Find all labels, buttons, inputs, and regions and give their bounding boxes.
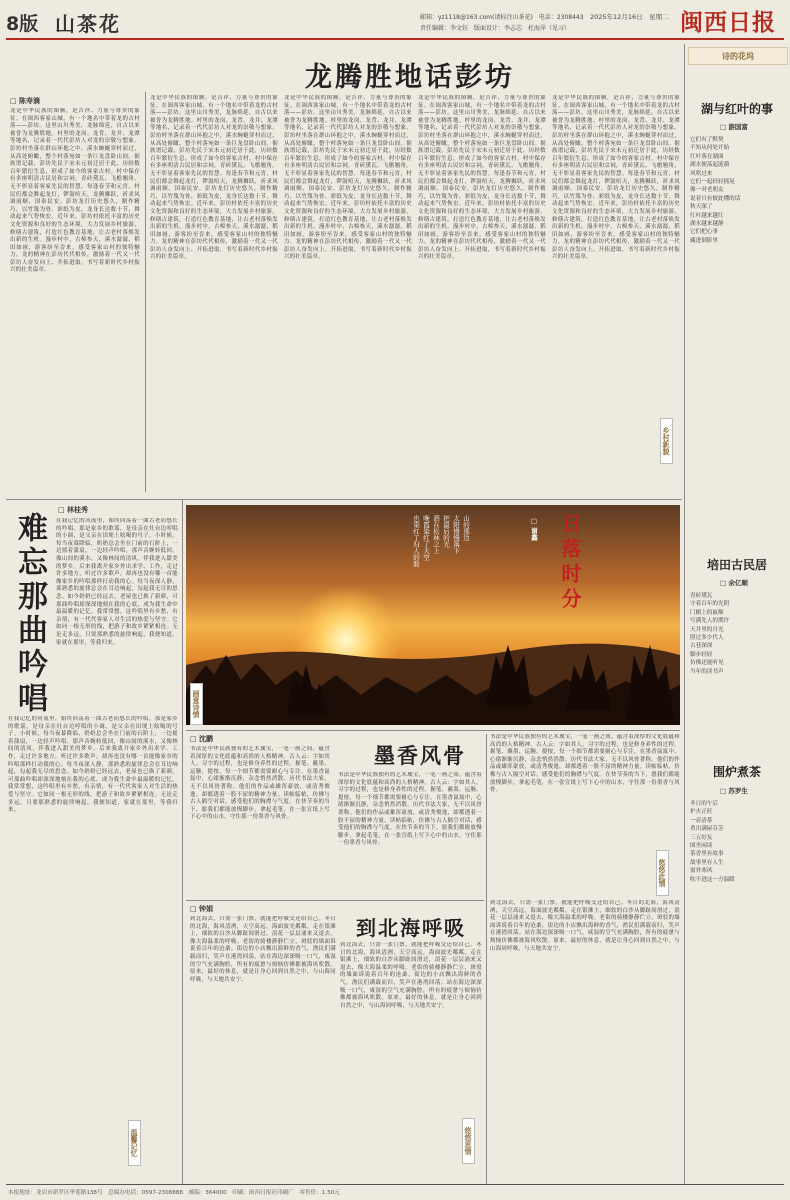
poem-title-1: 湖与红叶的事 bbox=[700, 102, 773, 116]
article-body-beihai-col2: 到北海去，只需一张门票，就能把呼吸交还给自己。冬日的北海，海风清冽，天空高远，海面波光粼粼。走在银滩上，细软的白沙从脚趾间滑过，浪花一层层涌来又退去，像大海温柔的呼吸。老街的骑楼静静伫立，斑驳的墙面诉说着百年的沧桑。街边的小店飘出海鲜的香气，渔民们满载而归，笑声在港湾回荡。站在海边深深吸一口气，咸湿的空气充满胸腔，所有的疲惫与烦恼仿佛都被海风吹散。原来，最好的休息，就是让身心回到自然之中，与山海同呼吸，与天地共安宁。 bbox=[340, 942, 482, 1009]
article-body-col1: 龙是中华民族的图腾，是吉祥、力量与尊贵的象征。在闽西客家山城，有一个地名中带着龙的古村落——彭坊。这里山川秀美，龙脉绵延，自古以来被誉为龙腾胜地。村里的龙岗、龙背、龙井、龙潭等地名，记录着一代代彭坊人对龙的崇敬与想象。彭坊村坐落在群山环抱之中，溪水蜿蜒穿村而过，从高处俯瞰，整个村落宛如一条巨龙盘卧山间。据族谱记载，彭坊先民于宋末元初迁居于此，历经数百年繁衍生息，形成了如今的客家古村。村中保存有多座明清古民居和宗祠，青砖黛瓦、飞檐翘角，无不彰显着客家先民的智慧。每逢春节和元宵，村民们都会舞起龙灯，锣鼓喧天，龙腾狮跃，祈求风调雨顺、国泰民安。彭坊龙灯历史悠久，制作精巧，以竹篾为骨、彩纸为皮，龙身长达数十节，舞动起来气势恢宏。近年来，彭坊村依托丰富的历史文化资源和良好的生态环境，大力发展乡村旅游，修缮古建筑，打造红色教育基地，让古老村落焕发出新的生机。漫步村中，古樟参天，溪水潺潺，稻田如画，游客纷至沓来，感受客家山村的独特魅力。龙的精神在彭坊代代相传，激励着一代又一代彭坊人奋发向上、开拓进取，书写着新时代乡村振兴的壮美篇章。 bbox=[10, 108, 140, 274]
poem-author-1: □ 游国富 bbox=[720, 123, 748, 131]
article-body-beihai-col3: 到北海去，只需一张门票，就能把呼吸交还给自己。冬日的北海，海风清冽，天空高远，海面波光粼粼。走在银滩上，细软的白沙从脚趾间滑过，浪花一层层涌来又退去，像大海温柔的呼吸。老街的骑楼静静伫立，斑驳的墙面诉说着百年的沧桑。街边的小店飘出海鲜的香气，渔民们满载而归，笑声在港湾回荡。站在海边深深吸一口气，咸湿的空气充满胸腔，所有的疲惫与烦恼仿佛都被海风吹散。原来，最好的休息，就是让身心回到自然之中，与山海同呼吸，与天地共安宁。 bbox=[490, 900, 680, 952]
poem-title-2: 培田古民居 bbox=[706, 558, 767, 572]
sunset-photo bbox=[186, 505, 680, 725]
article-body-col4: 龙是中华民族的图腾，是吉祥、力量与尊贵的象征。在闽西客家山城，有一个地名中带着龙的古村落——彭坊。这里山川秀美，龙脉绵延，自古以来被誉为龙腾胜地。村里的龙岗、龙背、龙井、龙潭等地名，记录着一代代彭坊人对龙的崇敬与想象。彭坊村坐落在群山环抱之中，溪水蜿蜒穿村而过，从高处俯瞰，整个村落宛如一条巨龙盘卧山间。据族谱记载，彭坊先民于宋末元初迁居于此，历经数百年繁衍生息，形成了如今的客家古村。村中保存有多座明清古民居和宗祠，青砖黛瓦、飞檐翘角，无不彰显着客家先民的智慧。每逢春节和元宵，村民们都会舞起龙灯，锣鼓喧天，龙腾狮跃，祈求风调雨顺、国泰民安。彭坊龙灯历史悠久，制作精巧，以竹篾为骨、彩纸为皮，龙身长达数十节，舞动起来气势恢宏。近年来，彭坊村依托丰富的历史文化资源和良好的生态环境，大力发展乡村旅游，修缮古建筑，打造红色教育基地，让古老村落焕发出新的生机。漫步村中，古樟参天，溪水潺潺，稻田如画，游客纷至沓来，感受客家山村的独特魅力。龙的精神在彭坊代代相传，激励着一代又一代彭坊人奋发向上、开拓进取，书写着新时代乡村振兴的壮美篇章。 bbox=[418, 95, 546, 261]
column-divider bbox=[486, 734, 487, 1184]
section-rule-3 bbox=[186, 900, 484, 901]
poem-line: 窗外寒风 bbox=[690, 868, 713, 875]
poem-line: 茶香里有故事 bbox=[690, 851, 724, 858]
poem-line: 红叶落在湖面 bbox=[690, 153, 724, 160]
poem-line: 风吹过来 bbox=[690, 170, 713, 177]
article-body-beihai-col1: 到北海去，只需一张门票，就能把呼吸交还给自己。冬日的北海，海风清冽，天空高远，海面波光粼粼。走在银滩上，细软的白沙从脚趾间滑过，浪花一层层涌来又退去，像大海温柔的呼吸。老街的骑楼静静伫立，斑驳的墙面诉说着百年的沧桑。街边的小店飘出海鲜的香气，渔民们满载而归，笑声在港湾回荡。站在海边深深吸一口气，咸湿的空气充满胸腔，所有的疲惫与烦恼仿佛都被海风吹散。原来，最好的休息，就是让身心回到自然之中，与山海同呼吸，与天地共安宁。 bbox=[190, 916, 336, 983]
caption-line: 晚霞染红了天空 bbox=[422, 515, 430, 561]
photo-caption bbox=[411, 515, 471, 625]
badge-longing: 悠悠思情 bbox=[462, 1118, 475, 1164]
poem-line: 仿佛还能听见 bbox=[690, 660, 724, 667]
poem-line: 冬日的午后 bbox=[690, 801, 718, 807]
poem-line: 守着百年的光阴 bbox=[690, 601, 730, 608]
masthead bbox=[0, 0, 790, 44]
poem-line: 故事里有人生 bbox=[690, 859, 724, 866]
poem-line: 照过多少代人 bbox=[690, 635, 724, 642]
section-rule-2 bbox=[186, 730, 680, 731]
article-body-song-cont: 在我记忆的河流里，始终回荡着一曲古老而悠长的吟唱。那是家乡的歌谣，是母亲在灶台边哼唱的小调，是父亲在田埂上吆喝的号子。小时候，每当夜幕降临，奶奶总会坐在门前的石阶上，一边摇着蒲扇，一边轻声吟唱。那声音婉转低回，像山间的溪水，又像林间的清风，伴我进入甜美的梦乡。后来我离开家乡外出求学、工作，走过许多地方，听过许多歌声，却再也没有哪一首能像家乡的吟唱那样打动我的心。每当夜深人静，那熟悉的旋律总会在耳边响起，勾起我无尽的思念。如今奶奶已经远去，老屋也已换了新颜，可那曲吟唱却深深地刻在我的心底，成为我生命中最温暖的记忆。我常常想，这吟唱里有乡愁，有亲情，有一代代客家人对生活的热爱与坚守。它如同一根无形的线，把游子和故乡紧紧相连。无论走多远，只要那熟悉的旋律响起，我便知道，家就在那里，等我归来。 bbox=[8, 716, 178, 814]
poem-line: 说着只有彼此懂的话 bbox=[690, 195, 741, 202]
article-author: □ 林桂秀 bbox=[58, 506, 89, 514]
poem-line: 不知从何处开始 bbox=[690, 145, 730, 152]
poem-line: 青砖黛瓦 bbox=[690, 593, 713, 599]
poem-body-1 bbox=[690, 136, 784, 396]
article-body-col5: 龙是中华民族的图腾，是吉祥、力量与尊贵的象征。在闽西客家山城，有一个地名中带着龙的古村落——彭坊。这里山川秀美，龙脉绵延，自古以来被誉为龙腾胜地。村里的龙岗、龙背、龙井、龙潭等地名，记录着一代代彭坊人对龙的崇敬与想象。彭坊村坐落在群山环抱之中，溪水蜿蜒穿村而过，从高处俯瞰，整个村落宛如一条巨龙盘卧山间。据族谱记载，彭坊先民于宋末元初迁居于此，历经数百年繁衍生息，形成了如今的客家古村。村中保存有多座明清古民居和宗祠，青砖黛瓦、飞檐翘角，无不彰显着客家先民的智慧。每逢春节和元宵，村民们都会舞起龙灯，锣鼓喧天，龙腾狮跃，祈求风调雨顺、国泰民安。彭坊龙灯历史悠久，制作精巧，以竹篾为骨、彩纸为皮，龙身长达数十节，舞动起来气势恢宏。近年来，彭坊村依托丰富的历史文化资源和良好的生态环境，大力发展乡村旅游，修缮古建筑，打造红色教育基地，让古老村落焕发出新的生机。漫步村中，古樟参天，溪水潺潺，稻田如画，游客纷至沓来，感受客家山村的独特魅力。龙的精神在彭坊代代相传，激励着一代又一代彭坊人奋发向上、开拓进取，书写着新时代乡村振兴的壮美篇章。 bbox=[552, 95, 680, 261]
footer-rule bbox=[6, 1184, 784, 1185]
caption-line: 把最后的光 bbox=[442, 515, 450, 548]
poem-line: 写满先人的期许 bbox=[690, 618, 730, 625]
poem-line: 红叶越来越红 bbox=[690, 212, 724, 219]
poem-line: 三五好友 bbox=[690, 834, 713, 841]
photo-poem-title: 日落时分 bbox=[558, 513, 582, 613]
caption-line: 山的那边 bbox=[462, 515, 470, 541]
poem-column-divider bbox=[684, 44, 685, 1184]
poem-line: 脚步轻轻 bbox=[690, 651, 713, 658]
poem-line: 古巷深深 bbox=[690, 643, 713, 650]
caption-line: 洒在松林之上 bbox=[432, 515, 440, 554]
poem-line: 围坐闲谈 bbox=[690, 843, 713, 850]
poem-line: 湖水越来越静 bbox=[690, 221, 724, 228]
page-number: 8版 bbox=[6, 13, 39, 35]
photo-poem-author: □ 谢鑫 bbox=[530, 517, 538, 541]
article-title-ink: 墨香风骨 bbox=[374, 743, 466, 768]
poem-line: 门楣上的匾额 bbox=[690, 609, 724, 616]
column-divider bbox=[145, 92, 146, 492]
article-title-pengfang: 龙腾胜地话彭坊 bbox=[305, 62, 515, 93]
poem-line: 秋天深了 bbox=[690, 204, 713, 211]
contact-info: 邮箱：yz1118@163.com(请标注山茶花) 电话：2308443 bbox=[420, 14, 584, 21]
poem-line: 天井里的月光 bbox=[690, 626, 724, 633]
poem-body-3 bbox=[690, 800, 784, 1175]
article-body-col3: 龙是中华民族的图腾，是吉祥、力量与尊贵的象征。在闽西客家山城，有一个地名中带着龙的古村落——彭坊。这里山川秀美，龙脉绵延，自古以来被誉为龙腾胜地。村里的龙岗、龙背、龙井、龙潭等地名，记录着一代代彭坊人对龙的崇敬与想象。彭坊村坐落在群山环抱之中，溪水蜿蜒穿村而过，从高处俯瞰，整个村落宛如一条巨龙盘卧山间。据族谱记载，彭坊先民于宋末元初迁居于此，历经数百年繁衍生息，形成了如今的客家古村。村中保存有多座明清古民居和宗祠，青砖黛瓦、飞檐翘角，无不彰显着客家先民的智慧。每逢春节和元宵，村民们都会舞起龙灯，锣鼓喧天，龙腾狮跃，祈求风调雨顺、国泰民安。彭坊龙灯历史悠久，制作精巧，以竹篾为骨、彩纸为皮，龙身长达数十节，舞动起来气势恢宏。近年来，彭坊村依托丰富的历史文化资源和良好的生态环境，大力发展乡村旅游，修缮古建筑，打造红色教育基地，让古老村落焕发出新的生机。漫步村中，古樟参天，溪水潺潺，稻田如画，游客纷至沓来，感受客家山村的独特魅力。龙的精神在彭坊代代相传，激励着一代又一代彭坊人奋发向上、开拓进取，书写着新时代乡村振兴的壮美篇章。 bbox=[284, 95, 412, 261]
poem-line: 湖水便荡起涟漪 bbox=[690, 162, 730, 169]
paper-logo: 闽西日报 bbox=[680, 9, 776, 36]
article-body-ink-col3: 书法是中华民族独有的艺术瑰宝，一笔一画之间，蕴含着深厚的文化底蕴和高尚的人格精神。古人云：字如其人。习字的过程，也是修身养性的过程。握笔、蘸墨、运腕、提按，每一个细节都需要耐心与专注。在墨香氤氲中，心绪渐渐沉静，杂念悄然消散。历代书法大家，无不以风骨著称。他们的作品或雄浑豪放，或清秀俊逸，却都透着一股不屈的精神力量。读帖临帖，仿佛与古人隔空对话，感受他们的胸襟与气度。在快节奏的当下，愿我们都能放慢脚步，拿起毛笔，在一张宣纸上写下心中的山水，守住那一份墨香与风骨。 bbox=[490, 734, 680, 794]
poem-line: 像一对老朋友 bbox=[690, 187, 724, 194]
badge-memory: 温馨记忆 bbox=[128, 1120, 141, 1166]
poem-title-3: 围炉煮茶 bbox=[712, 765, 761, 779]
article-body-song: 在我记忆的河流里，始终回荡着一曲古老而悠长的吟唱。那是家乡的歌谣，是母亲在灶台边哼唱的小调，是父亲在田埂上吆喝的号子。小时候，每当夜幕降临，奶奶总会坐在门前的石阶上，一边摇着蒲扇，一边轻声吟唱。那声音婉转低回，像山间的溪水，又像林间的清风，伴我进入甜美的梦乡。后来我离开家乡外出求学、工作，走过许多地方，听过许多歌声，却再也没有哪一首能像家乡的吟唱那样打动我的心。每当夜深人静，那熟悉的旋律总会在耳边响起，勾起我无尽的思念。如今奶奶已经远去，老屋也已换了新颜，可那曲吟唱却深深地刻在我的心底，成为我生命中最温暖的记忆。我常常想，这吟唱里有乡愁，有亲情，有一代代客家人对生活的热爱与坚守。它如同一根无形的线，把游子和故乡紧紧相连。无论走多远，只要那熟悉的旋律响起，我便知道，家就在那里，等我归来。 bbox=[56, 518, 178, 646]
section-name: 山茶花 bbox=[55, 12, 121, 36]
poem-line: 当年的读书声 bbox=[690, 668, 724, 675]
poem-line: 煮出满屋芬芳 bbox=[690, 826, 724, 833]
article-author: □ 沈鹏 bbox=[190, 735, 214, 743]
poem-author-2: □ 余亿顺 bbox=[720, 579, 748, 587]
article-body-ink-col2: 书法是中华民族独有的艺术瑰宝，一笔一画之间，蕴含着深厚的文化底蕴和高尚的人格精神。古人云：字如其人。习字的过程，也是修身养性的过程。握笔、蘸墨、运腕、提按，每一个细节都需要耐心与专注。在墨香氤氲中，心绪渐渐沉静，杂念悄然消散。历代书法大家，无不以风骨著称。他们的作品或雄浑豪放，或清秀俊逸，却都透着一股不屈的精神力量。读帖临帖，仿佛与古人隔空对话，感受他们的胸襟与气度。在快节奏的当下，愿我们都能放慢脚步，拿起毛笔，在一张宣纸上写下心中的山水，守住那一份墨香与风骨。 bbox=[338, 772, 482, 847]
poem-line: 炉火正旺 bbox=[690, 809, 713, 816]
article-author: □ 钟娟 bbox=[190, 905, 214, 913]
column-divider bbox=[182, 500, 183, 1184]
poem-author-3: □ 苏罗生 bbox=[720, 787, 748, 795]
masthead-rule bbox=[6, 38, 784, 40]
issue-date: 2025年12月16日 星期二 bbox=[590, 13, 669, 21]
caption-line: 也染红了归人的脸 bbox=[412, 515, 420, 567]
poem-line: 吹不进这一方温暖 bbox=[690, 876, 735, 883]
caption-line: 太阳慢慢落下 bbox=[452, 515, 460, 554]
poem-line: 它们有了默契 bbox=[690, 137, 724, 143]
poem-line: 它们一起轻轻摇晃 bbox=[690, 179, 735, 186]
badge-painting: 画意诗情 bbox=[190, 683, 203, 725]
editor-line: 责任编辑：李文钰 版面设计：李志芯 杜海萍（见习） bbox=[420, 25, 571, 32]
article-body-col2: 龙是中华民族的图腾，是吉祥、力量与尊贵的象征。在闽西客家山城，有一个地名中带着龙的古村落——彭坊。这里山川秀美，龙脉绵延，自古以来被誉为龙腾胜地。村里的龙岗、龙背、龙井、龙潭等地名，记录着一代代彭坊人对龙的崇敬与想象。彭坊村坐落在群山环抱之中，溪水蜿蜒穿村而过，从高处俯瞰，整个村落宛如一条巨龙盘卧山间。据族谱记载，彭坊先民于宋末元初迁居于此，历经数百年繁衍生息，形成了如今的客家古村。村中保存有多座明清古民居和宗祠，青砖黛瓦、飞檐翘角，无不彰显着客家先民的智慧。每逢春节和元宵，村民们都会舞起龙灯，锣鼓喧天，龙腾狮跃，祈求风调雨顺、国泰民安。彭坊龙灯历史悠久，制作精巧，以竹篾为骨、彩纸为皮，龙身长达数十节，舞动起来气势恢宏。近年来，彭坊村依托丰富的历史文化资源和良好的生态环境，大力发展乡村旅游，修缮古建筑，打造红色教育基地，让古老村落焕发出新的生机。漫步村中，古樟参天，溪水潺潺，稻田如画，游客纷至沓来，感受客家山村的独特魅力。龙的精神在彭坊代代相传，激励着一代又一代彭坊人奋发向上、开拓进取，书写着新时代乡村振兴的壮美篇章。 bbox=[150, 95, 278, 261]
poem-line: 它们把心事 bbox=[690, 229, 718, 236]
footer-info: 本报地址：龙岩市新罗区华莲路138号 总编办电话：0597-2308888 邮编：364000 印刷：闽西日报社印刷厂 零售价：1.50元 bbox=[8, 1190, 340, 1196]
article-title-song: 难忘那曲吟唱 bbox=[12, 512, 47, 716]
article-title-beihai: 到北海呼吸 bbox=[356, 916, 466, 940]
section-rule-1 bbox=[6, 499, 682, 500]
article-author: □ 陈寿滴 bbox=[10, 97, 41, 105]
poem-body-2 bbox=[690, 592, 784, 692]
poem-section-label: 诗的花坞 bbox=[722, 51, 754, 61]
badge-rural: 乡村新貌 bbox=[660, 418, 673, 464]
badge-emotion: 悠悠此情 bbox=[656, 850, 669, 896]
poem-line: 一壶清茶 bbox=[690, 817, 713, 824]
poem-section-header bbox=[688, 47, 788, 65]
poem-line: 藏进倒影里 bbox=[690, 237, 718, 244]
article-body-ink-col1: 书法是中华民族独有的艺术瑰宝，一笔一画之间，蕴含着深厚的文化底蕴和高尚的人格精神。古人云：字如其人。习字的过程，也是修身养性的过程。握笔、蘸墨、运腕、提按，每一个细节都需要耐心与专注。在墨香氤氲中，心绪渐渐沉静，杂念悄然消散。历代书法大家，无不以风骨著称。他们的作品或雄浑豪放，或清秀俊逸，却都透着一股不屈的精神力量。读帖临帖，仿佛与古人隔空对话，感受他们的胸襟与气度。在快节奏的当下，愿我们都能放慢脚步，拿起毛笔，在一张宣纸上写下心中的山水，守住那一份墨香与风骨。 bbox=[190, 746, 330, 821]
